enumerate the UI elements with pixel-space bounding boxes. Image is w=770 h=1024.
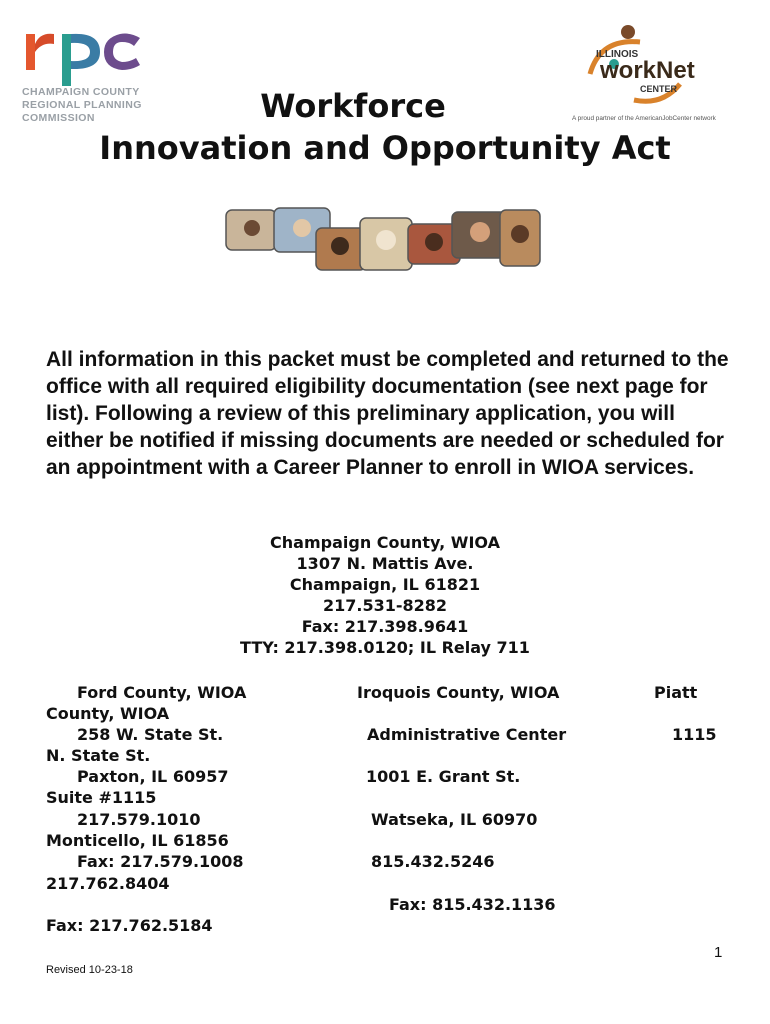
piatt-address-cont: N. State St. <box>46 746 151 765</box>
piatt-county-heading-cont: County, WIOA <box>46 704 170 723</box>
address-line: TTY: 217.398.0120; IL Relay 711 <box>240 638 530 657</box>
address-line: Champaign, IL 61821 <box>289 575 481 594</box>
svg-text:workNet: workNet <box>600 57 695 84</box>
svg-text:A proud partner of the America: A proud partner of the AmericanJobCenter network <box>572 115 716 122</box>
revised-date: Revised 10-23-18 <box>46 964 133 976</box>
page-number: 1 <box>714 944 723 961</box>
page-title-line-2: Innovation and Opportunity Act <box>99 129 671 167</box>
rpc-line: CHAMPAIGN COUNTY <box>22 86 140 98</box>
piatt-address: 1115 <box>672 725 717 744</box>
ford-phone: 217.579.1010 <box>77 810 201 829</box>
iroquois-county-heading: Iroquois County, WIOA <box>357 683 560 702</box>
intro-paragraph: All information in this packet must be completed and returned to the office with all required eligibility documentation (see next page for list). Following a review of this preliminary application, you will either be notified if missing documents are needed or scheduled for an appointment with a Career Planner to enroll in WIOA services. <box>46 348 729 479</box>
rpc-line: REGIONAL PLANNING <box>22 99 142 111</box>
address-line: 217.531-8282 <box>322 596 448 615</box>
svg-text:CENTER: CENTER <box>640 84 678 94</box>
ford-city: Paxton, IL 60957 <box>77 767 229 786</box>
iroquois-fax: Fax: 815.432.1136 <box>389 895 556 914</box>
address-line: 1307 N. Mattis Ave. <box>296 554 474 573</box>
photo-strip-image <box>222 206 544 274</box>
piatt-phone: 217.762.8404 <box>46 874 170 893</box>
iroquois-city: Watseka, IL 60970 <box>371 810 538 829</box>
page-title-line-1: Workforce <box>260 87 446 125</box>
piatt-fax: Fax: 217.762.5184 <box>46 916 213 935</box>
address-line: Champaign County, WIOA <box>270 533 500 552</box>
iroquois-address-1: Administrative Center <box>367 725 567 744</box>
iroquois-address-2: 1001 E. Grant St. <box>366 767 521 786</box>
iroquois-phone: 815.432.5246 <box>371 852 495 871</box>
ford-fax: Fax: 217.579.1008 <box>77 852 244 871</box>
piatt-city: Monticello, IL 61856 <box>46 831 229 850</box>
svg-text:ILLINOIS: ILLINOIS <box>596 49 639 60</box>
ford-address: 258 W. State St. <box>77 725 224 744</box>
rpc-line: COMMISSION <box>22 112 95 124</box>
piatt-county-heading: Piatt <box>654 683 698 702</box>
main-office-address <box>0 532 770 658</box>
address-line: Fax: 217.398.9641 <box>301 617 469 636</box>
piatt-suite: Suite #1115 <box>46 788 157 807</box>
ford-county-heading: Ford County, WIOA <box>77 683 247 702</box>
